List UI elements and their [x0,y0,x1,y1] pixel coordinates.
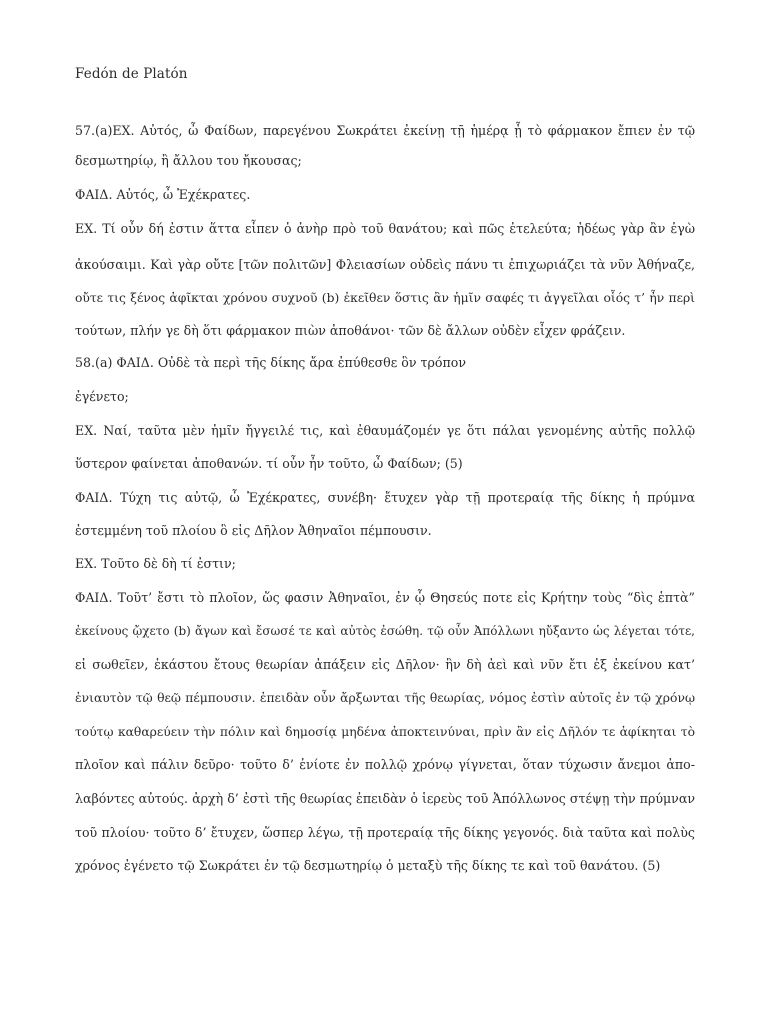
text-line: λαβόντες αὐτούς. ἀρχὴ δ’ ἐστὶ τῆς θεωρίας ἐπειδὰν ὁ ἱερεὺς τοῦ Ἀπόλλωνος στέψῃ τὴν πρύμναν [75,791,695,806]
text-line: 58.(a) ΦΑΙΔ. Οὐδὲ τὰ περὶ τῆς δίκης ἄρα ἐπύθεσθε ὃν τρόπον [75,355,466,370]
text-line: τούτων, πλήν γε δὴ ὅτι φάρμακον πιὼν ἀποθάνοι· τῶν δὲ ἄλλων οὐδὲν εἶχεν φράζειν. [75,323,626,338]
text-line: 57.(a)ΕΧ. Αὐτός, ὦ Φαίδων, παρεγένου Σωκράτει ἐκείνῃ τῇ ἡμέρᾳ ᾗ τὸ φάρμακον ἔπιεν ἐν τῷ [75,123,695,138]
text-line: τούτῳ καθαρεύειν τὴν πόλιν καὶ δημοσίᾳ μηδένα ἀποκτεινύναι, πρὶν ἂν εἰς Δῆλόν τε ἀφίκηται τὸ [75,725,695,739]
text-line: οὔτε τις ξένος ἀφῖκται χρόνου συχνοῦ (b) ἐκεῖθεν ὅστις ἂν ἡμῖν σαφές τι ἀγγεῖλαι οἷός τ’ ἦν περὶ [75,291,695,305]
text-line: ὕστερον φαίνεται ἀποθανών. τί οὖν ἦν τοῦτο, ὦ Φαίδων; (5) [75,456,463,471]
text-line: ΦΑΙΔ. Αὐτός, ὦ Ἐχέκρατες. [75,187,251,202]
text-line: τοῦ πλοίου· τοῦτο δ’ ἔτυχεν, ὥσπερ λέγω, τῇ προτεραίᾳ τῆς δίκης γεγονός. διὰ ταῦτα καὶ πολὺς [75,825,695,840]
text-line: ἐκείνους ᾤχετο (b) ἄγων καὶ ἔσωσέ τε καὶ αὐτὸς ἐσώθη. τῷ οὖν Ἀπόλλωνι ηὔξαντο ὡς λέγεται τότε, [75,624,695,638]
text-line: ΕΧ. Ναί, ταῦτα μὲν ἡμῖν ἤγγειλέ τις, καὶ ἐθαυμάζομέν γε ὅτι πάλαι γενομένης αὐτῆς πολλῷ [75,423,695,438]
text-line: ἐνιαυτὸν τῷ θεῷ πέμπουσιν. ἐπειδὰν οὖν ἄρξωνται τῆς θεωρίας, νόμος ἐστὶν αὐτοῖς ἐν τῷ χρόνῳ [75,691,695,705]
text-line: ΕΧ. Τοῦτο δὲ δὴ τί ἐστιν; [75,556,236,571]
text-line: ἀκούσαιμι. Καὶ γὰρ οὔτε [τῶν πολιτῶν] Φλειασίων οὐδεὶς πάνυ τι ἐπιχωριάζει τὰ νῦν Ἀθήναζε, [75,257,695,272]
text-line: ΦΑΙΔ. Τοῦτ’ ἔστι τὸ πλοῖον, ὥς φασιν Ἀθηναῖοι, ἐν ᾧ Θησεύς ποτε εἰς Κρήτην τοὺς “δὶς ἑπτὰ” [75,590,695,605]
text-line: εἰ σωθεῖεν, ἑκάστου ἔτους θεωρίαν ἀπάξειν εἰς Δῆλον· ἣν δὴ ἀεὶ καὶ νῦν ἔτι ἐξ ἐκείνου κατ’ [75,657,695,672]
text-line: ἐγένετο; [75,389,129,404]
text-line: ἐστεμμένη τοῦ πλοίου ὃ εἰς Δῆλον Ἀθηναῖοι πέμπουσιν. [75,523,432,538]
text-line: ΕΧ. Τί οὖν δή ἐστιν ἅττα εἶπεν ὁ ἀνὴρ πρὸ τοῦ θανάτου; καὶ πῶς ἐτελεύτα; ἡδέως γὰρ ἂν ἐγὼ [75,221,695,236]
text-line: πλοῖον καὶ πάλιν δεῦρο· τοῦτο δ’ ἐνίοτε ἐν πολλῷ χρόνῳ γίγνεται, ὅταν τύχωσιν ἄνεμοι ἀπο- [75,757,695,772]
document-title: Fedón de Platón [75,66,188,82]
text-line: δεσμωτηρίῳ, ἢ ἄλλου του ἤκουσας; [75,153,302,168]
text-line: ΦΑΙΔ. Τύχη τις αὐτῷ, ὦ Ἐχέκρατες, συνέβη· ἔτυχεν γὰρ τῇ προτεραίᾳ τῆς δίκης ἡ πρύμνα [75,490,695,505]
text-line: χρόνος ἐγένετο τῷ Σωκράτει ἐν τῷ δεσμωτηρίῳ ὁ μεταξὺ τῆς δίκης τε καὶ τοῦ θανάτου. (5) [75,858,661,873]
